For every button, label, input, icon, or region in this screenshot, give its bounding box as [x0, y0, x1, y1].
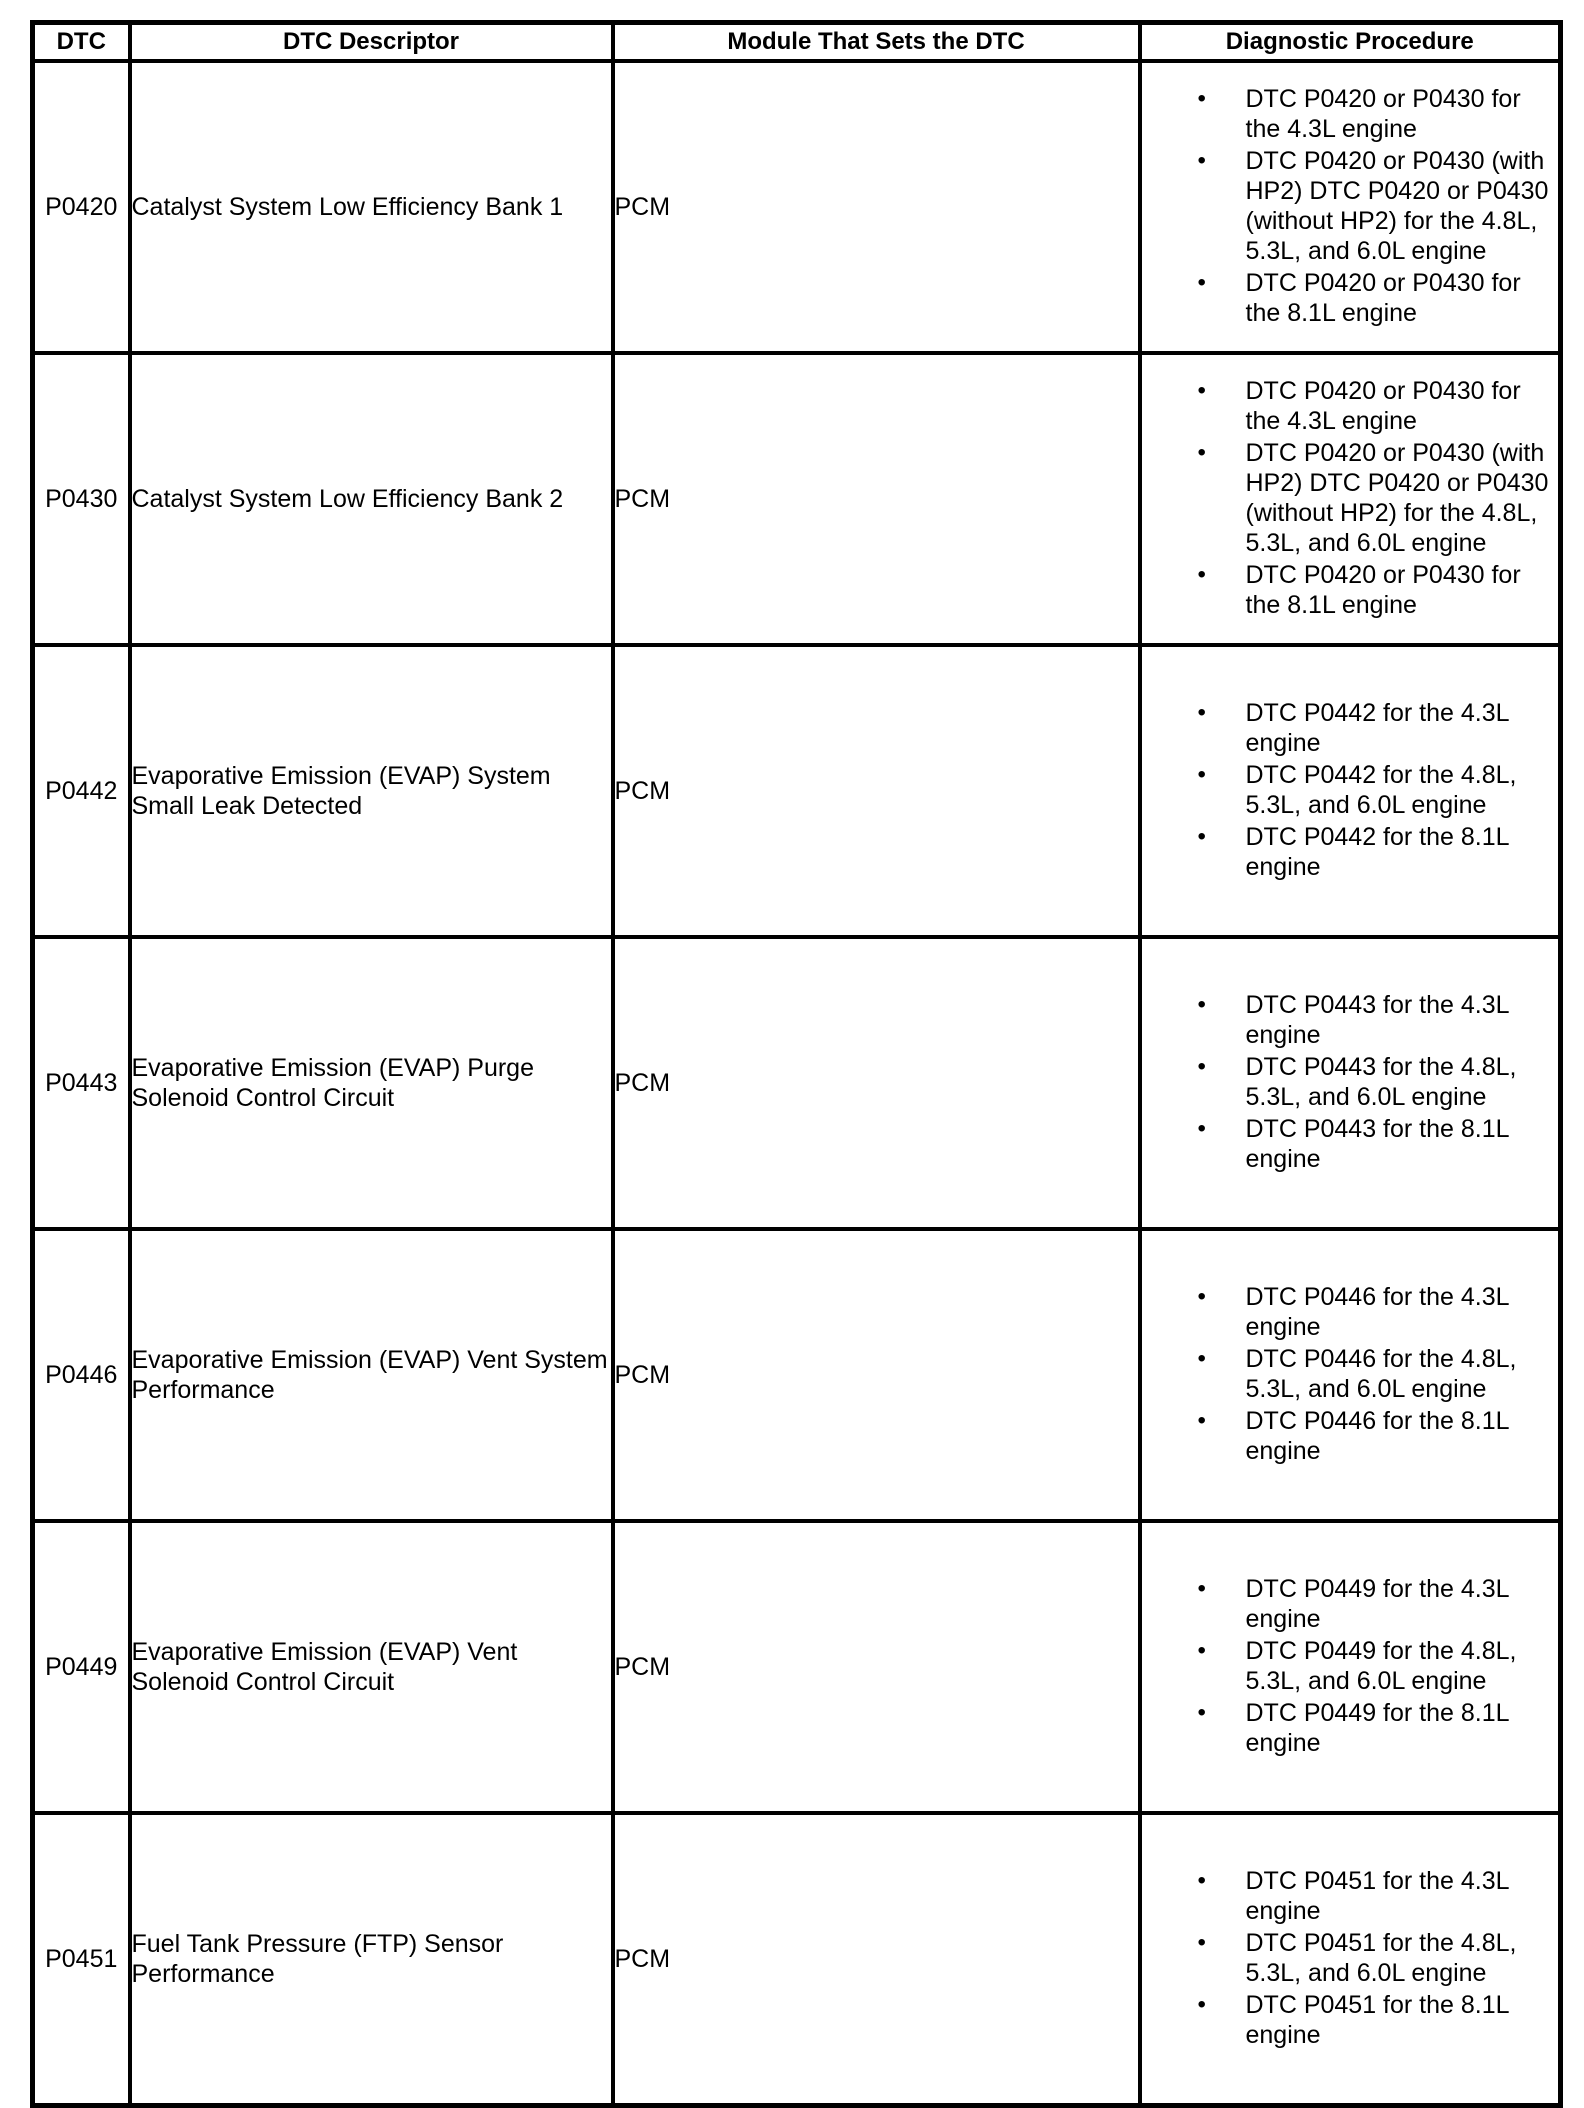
dtc-code: P0420 [33, 61, 130, 353]
procedure-link[interactable]: • DTC P0446 for the 4.8L, 5.3L, and 6.0L engine [1142, 1344, 1559, 1404]
dtc-module: PCM [613, 61, 1140, 353]
diagnostic-procedure [1140, 645, 1561, 937]
dtc-descriptor: Evaporative Emission (EVAP) Vent Solenoid Control Circuit [130, 1521, 613, 1813]
dtc-descriptor: Evaporative Emission (EVAP) System Small Leak Detected [130, 645, 613, 937]
procedure-list [1142, 698, 1559, 882]
procedure-link[interactable]: • DTC P0420 or P0430 for the 4.3L engine [1142, 376, 1559, 436]
dtc-table [30, 20, 1563, 2108]
dtc-module: PCM [613, 645, 1140, 937]
procedure-list [1142, 1866, 1559, 2050]
dtc-descriptor: Fuel Tank Pressure (FTP) Sensor Performance [130, 1813, 613, 2106]
procedure-link[interactable]: • DTC P0420 or P0430 for the 8.1L engine [1142, 560, 1559, 620]
procedure-link[interactable]: • DTC P0420 or P0430 for the 8.1L engine [1142, 268, 1559, 328]
procedure-list [1142, 376, 1559, 620]
diagnostic-procedure [1140, 1229, 1561, 1521]
table-row [33, 1813, 1561, 2106]
procedure-link[interactable]: • DTC P0446 for the 8.1L engine [1142, 1406, 1559, 1466]
procedure-list [1142, 84, 1559, 328]
table-row [33, 1229, 1561, 1521]
dtc-descriptor: Catalyst System Low Efficiency Bank 1 [130, 61, 613, 353]
procedure-link[interactable]: • DTC P0442 for the 4.3L engine [1142, 698, 1559, 758]
procedure-link[interactable]: • DTC P0442 for the 4.8L, 5.3L, and 6.0L engine [1142, 760, 1559, 820]
procedure-list [1142, 1282, 1559, 1466]
table-row [33, 645, 1561, 937]
dtc-code: P0430 [33, 353, 130, 645]
procedure-link[interactable]: • DTC P0449 for the 4.3L engine [1142, 1574, 1559, 1634]
procedure-link[interactable]: • DTC P0451 for the 4.3L engine [1142, 1866, 1559, 1926]
procedure-link[interactable]: • DTC P0446 for the 4.3L engine [1142, 1282, 1559, 1342]
diagnostic-procedure [1140, 353, 1561, 645]
header-module: Module That Sets the DTC [613, 23, 1140, 62]
procedure-link[interactable]: • DTC P0443 for the 4.8L, 5.3L, and 6.0L engine [1142, 1052, 1559, 1112]
procedure-list [1142, 1574, 1559, 1758]
procedure-link[interactable]: • DTC P0449 for the 4.8L, 5.3L, and 6.0L engine [1142, 1636, 1559, 1696]
table-row [33, 1521, 1561, 1813]
table-row [33, 353, 1561, 645]
procedure-link[interactable]: • DTC P0442 for the 8.1L engine [1142, 822, 1559, 882]
header-row [33, 23, 1561, 62]
procedure-link[interactable]: • DTC P0451 for the 4.8L, 5.3L, and 6.0L engine [1142, 1928, 1559, 1988]
dtc-code: P0449 [33, 1521, 130, 1813]
dtc-descriptor: Evaporative Emission (EVAP) Vent System Performance [130, 1229, 613, 1521]
dtc-code: P0443 [33, 937, 130, 1229]
table-row [33, 937, 1561, 1229]
diagnostic-procedure [1140, 937, 1561, 1229]
header-dtc-descriptor: DTC Descriptor [130, 23, 613, 62]
dtc-descriptor: Catalyst System Low Efficiency Bank 2 [130, 353, 613, 645]
diagnostic-procedure [1140, 61, 1561, 353]
procedure-link[interactable]: • DTC P0420 or P0430 (with HP2) DTC P0420 or P0430 (without HP2) for the 4.8L, 5.3L, and 6.0L engine [1142, 146, 1559, 266]
procedure-link[interactable]: • DTC P0443 for the 8.1L engine [1142, 1114, 1559, 1174]
procedure-link[interactable]: • DTC P0451 for the 8.1L engine [1142, 1990, 1559, 2050]
dtc-code: P0451 [33, 1813, 130, 2106]
procedure-link[interactable]: • DTC P0420 or P0430 for the 4.3L engine [1142, 84, 1559, 144]
dtc-module: PCM [613, 353, 1140, 645]
diagnostic-procedure [1140, 1521, 1561, 1813]
dtc-module: PCM [613, 1813, 1140, 2106]
header-diagnostic-procedure: Diagnostic Procedure [1140, 23, 1561, 62]
diagnostic-procedure [1140, 1813, 1561, 2106]
table-row [33, 61, 1561, 353]
dtc-descriptor: Evaporative Emission (EVAP) Purge Solenoid Control Circuit [130, 937, 613, 1229]
dtc-module: PCM [613, 937, 1140, 1229]
dtc-code: P0446 [33, 1229, 130, 1521]
header-dtc: DTC [33, 23, 130, 62]
dtc-module: PCM [613, 1229, 1140, 1521]
procedure-link[interactable]: • DTC P0443 for the 4.3L engine [1142, 990, 1559, 1050]
procedure-link[interactable]: • DTC P0449 for the 8.1L engine [1142, 1698, 1559, 1758]
procedure-link[interactable]: • DTC P0420 or P0430 (with HP2) DTC P0420 or P0430 (without HP2) for the 4.8L, 5.3L, and 6.0L engine [1142, 438, 1559, 558]
procedure-list [1142, 990, 1559, 1174]
dtc-code: P0442 [33, 645, 130, 937]
dtc-module: PCM [613, 1521, 1140, 1813]
